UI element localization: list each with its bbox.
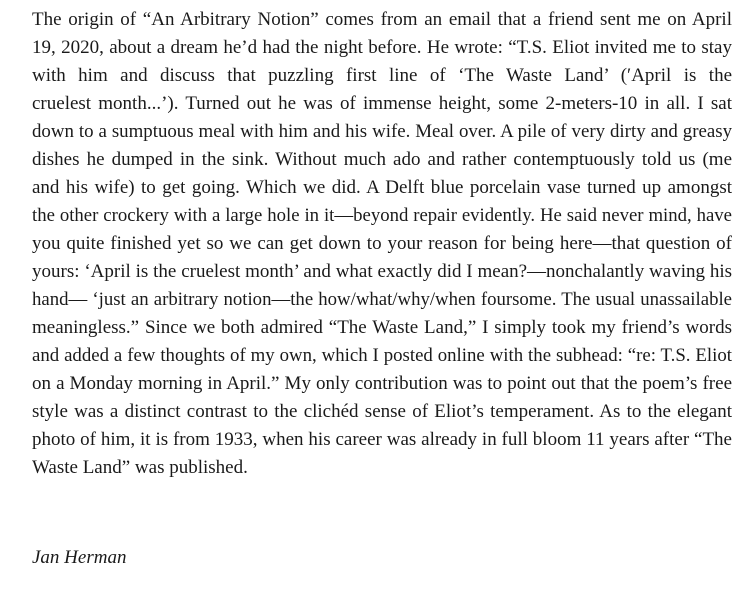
paragraph-line: dishes he dumped in the sink. Without much ado and rather contemptuously told us (me	[32, 149, 732, 170]
paragraph-line: meaningless.” Since we both admired “The Waste Land,” I simply took my friend’s words	[32, 317, 732, 338]
document-page	[32, 0, 732, 594]
paragraph-line: down to a sumptuous meal with him and his wife. Meal over. A pile of very dirty and greasy	[32, 121, 732, 142]
paragraph-line: yours: ‘April is the cruelest month’ and what exactly did I mean?—nonchalantly waving his	[32, 261, 732, 282]
body-paragraph	[32, 6, 732, 482]
paragraph-line: and added a few thoughts of my own, which I posted online with the subhead: “re: T.S. Eliot	[32, 345, 732, 366]
paragraph-line: you quite finished yet so we can get down to your reason for being here—that question of	[32, 233, 732, 254]
paragraph-line: Waste Land” was published.	[32, 457, 248, 478]
author-signature: Jan Herman	[32, 547, 127, 568]
paragraph-line: and his wife) to get going. Which we did. A Delft blue porcelain vase turned up amongst	[32, 177, 732, 198]
paragraph-line: style was a distinct contrast to the clichéd sense of Eliot’s temperament. As to the elegant	[32, 401, 732, 422]
paragraph-line: the other crockery with a large hole in it—beyond repair evidently. He said never mind, have	[32, 205, 732, 226]
paragraph-line: photo of him, it is from 1933, when his career was already in full bloom 11 years after “The	[32, 429, 732, 450]
paragraph-line: 19, 2020, about a dream he’d had the night before. He wrote: “T.S. Eliot invited me to stay	[32, 37, 732, 58]
paragraph-line: with him and discuss that puzzling first line of ‘The Waste Land’ (′April is the	[32, 65, 732, 86]
paragraph-line: hand— ‘just an arbitrary notion—the how/what/why/when foursome. The usual unassailable	[32, 289, 732, 310]
paragraph-line: The origin of “An Arbitrary Notion” comes from an email that a friend sent me on April	[32, 9, 732, 30]
paragraph-line: cruelest month...’). Turned out he was of immense height, some 2-meters-10 in all. I sat	[32, 93, 732, 114]
paragraph-line: on a Monday morning in April.” My only contribution was to point out that the poem’s free	[32, 373, 732, 394]
